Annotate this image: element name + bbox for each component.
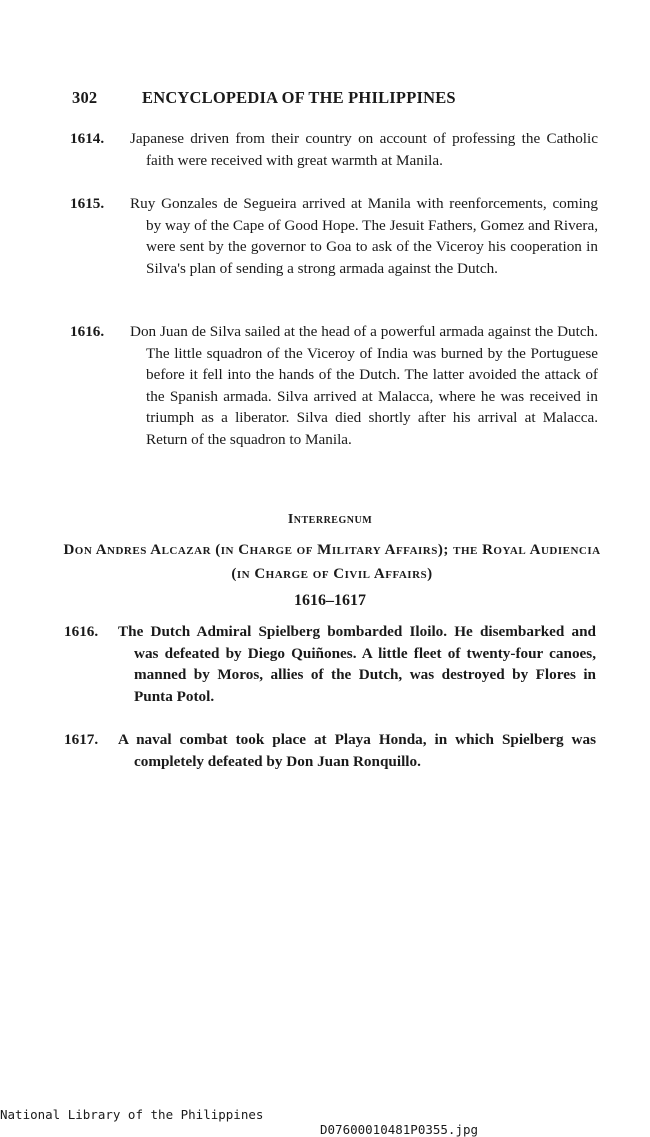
entry-year: 1617. [64, 731, 99, 748]
chronology-entry [70, 128, 598, 171]
footer-filename: D07600010481P0355.jpg [320, 1122, 479, 1137]
entry-text: Japanese driven from their country on account of professing the Catholic faith were received with great warmth at Manila. [130, 130, 598, 169]
scan-footer [0, 1092, 650, 1137]
chronology-entry [64, 621, 596, 707]
running-title: ENCYCLOPEDIA OF THE PHILIPPINES [142, 88, 456, 107]
entry-text: Don Juan de Silva sailed at the head of a powerful armada against the Dutch. The little squadron of the Viceroy of India was burned by the Portuguese before it fell into the hands of the Dutch. The latter avoided the attack of the Spanish armada. Silva arrived at Malacca, where he was received in triumph as a liberator. Silva died shortly after his arrival at Malacca. Return of the squadron to Manila. [130, 323, 598, 448]
entry-year: 1616. [70, 323, 105, 340]
entry-year: 1615. [70, 195, 105, 212]
page-number: 302 [72, 88, 98, 107]
entry-year: 1614. [70, 130, 105, 147]
chronology-entry [70, 321, 598, 450]
footer-library: National Library of the Philippines [0, 1107, 264, 1122]
entry-text: The Dutch Admiral Spielberg bombarded Iloilo. He disembarked and was defeated by Diego Quiñones. A little fleet of twenty-four canoes, manned by Moros, allies of the Dutch, was destroyed by Flores in Punta Potol. [118, 623, 596, 705]
entry-text: Ruy Gonzales de Segueira arrived at Manila with reenforcements, coming by way of the Cape of Good Hope. The Jesuit Fathers, Gomez and Rivera, were sent by the governor to Goa to ask of the Viceroy his cooperation in Silva's plan of sending a strong armada against the Dutch. [130, 195, 598, 277]
entry-year: 1616. [64, 623, 99, 640]
entry-text: A naval combat took place at Playa Honda, in which Spielberg was completely defeated by Don Juan Ronquillo. [118, 731, 596, 770]
regents-line: Don Andres Alcazar (in Charge of Military Affairs); the Royal Audiencia (in Charge of Civil Affairs) [63, 542, 601, 582]
section-heading: Interregnum [287, 512, 373, 527]
page-header [72, 88, 542, 108]
section-years: 1616–1617 [294, 592, 366, 609]
chronology-entry [64, 729, 596, 772]
chronology-entry [70, 193, 598, 279]
